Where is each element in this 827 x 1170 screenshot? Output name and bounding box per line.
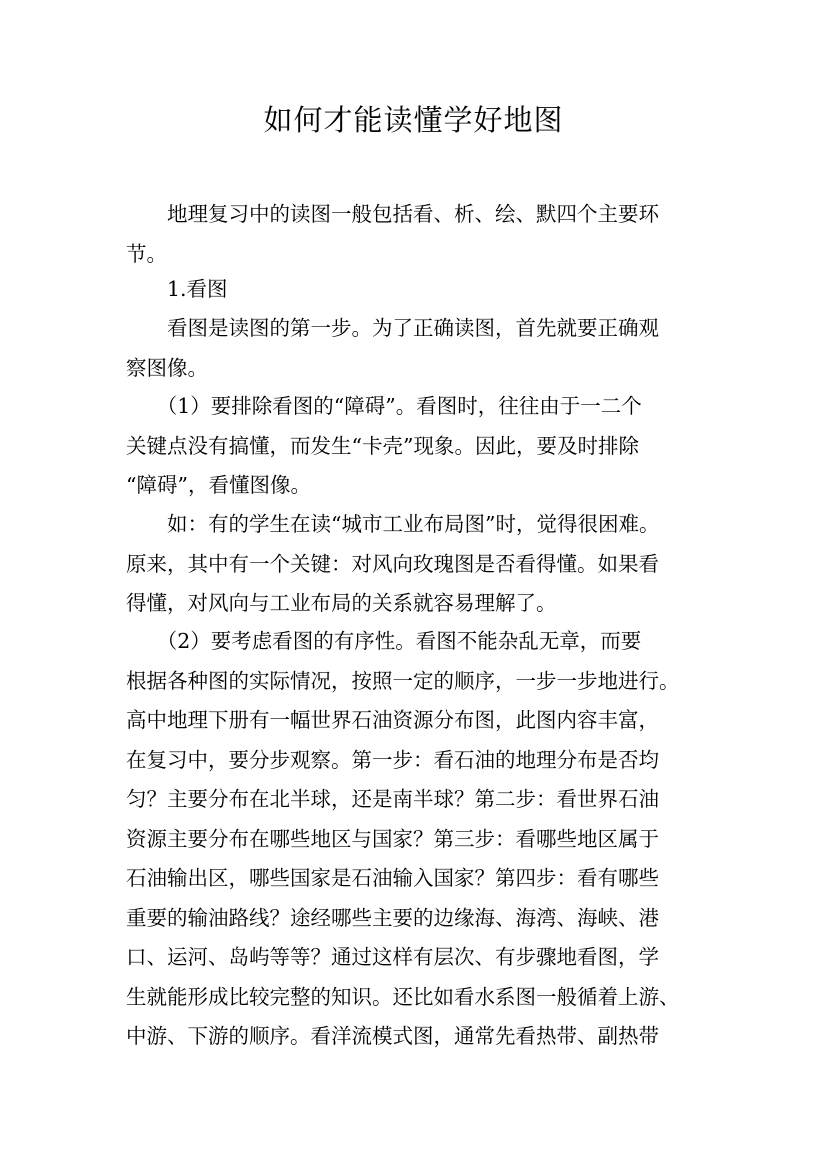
paragraph-orderly-viewing — [126, 622, 706, 1057]
text-line: 根据各种图的实际情况，按照一定的顺序，一步一步地进行。 — [126, 668, 680, 693]
text-line: 生就能形成比较完整的知识。还比如看水系图一般循着上游、 — [126, 984, 680, 1009]
text-line: 原来，其中有一个关键：对风向玫瑰图是否看得懂。如果看 — [126, 551, 659, 576]
text-line: 得懂，对风向与工业布局的关系就容易理解了。 — [126, 591, 557, 615]
text-line: 重要的输油路线？途经哪些主要的边缘海、海湾、海峡、港 — [126, 905, 659, 930]
text-line: 中游、下游的顺序。看洋流模式图，通常先看热带、副热带 — [126, 1024, 659, 1048]
text-line: 匀？主要分布在北半球，还是南半球？第二步：看世界石油 — [126, 787, 659, 811]
text-line: （1）要排除看图的“障碍”。看图时，往往由于一二个 — [126, 394, 642, 418]
text-line: 1.看图 — [126, 277, 228, 301]
paragraph-look-first-step — [126, 309, 706, 388]
text-line: 看图是读图的第一步。为了正确读图，首先就要正确观 — [126, 316, 659, 340]
text-line: “障碍”，看懂图像。 — [126, 473, 311, 497]
text-line: 口、运河、岛屿等等？通过这样有层次、有步骤地看图，学 — [126, 945, 659, 969]
text-line: 节。 — [126, 241, 167, 266]
text-line: 高中地理下册有一幅世界石油资源分布图，此图内容丰富， — [126, 708, 659, 732]
paragraph-example-city-map — [126, 505, 706, 624]
text-line: 资源主要分布在哪些地区与国家？第三步：看哪些地区属于 — [126, 826, 659, 851]
text-line: 石油输出区，哪些国家是石油输入国家？第四步：看有哪些 — [126, 866, 659, 890]
text-line: 如：有的学生在读“城市工业布局图”时，觉得很困难。 — [126, 512, 660, 536]
text-line: 关键点没有搞懂，而发生“卡壳”现象。因此，要及时排除 — [126, 433, 639, 458]
paragraph-remove-obstacles — [126, 387, 706, 506]
text-line: 察图像。 — [126, 355, 208, 380]
text-line: 在复习中，要分步观察。第一步：看石油的地理分布是否均 — [126, 747, 659, 772]
section-heading-look — [126, 270, 706, 310]
document-title: 如何才能读懂学好地图 — [263, 103, 564, 137]
text-line: 地理复习中的读图一般包括看、析、绘、默四个主要环 — [126, 202, 659, 226]
paragraph-intro — [126, 195, 706, 274]
text-line: （2）要考虑看图的有序性。看图不能杂乱无章，而要 — [126, 629, 642, 653]
